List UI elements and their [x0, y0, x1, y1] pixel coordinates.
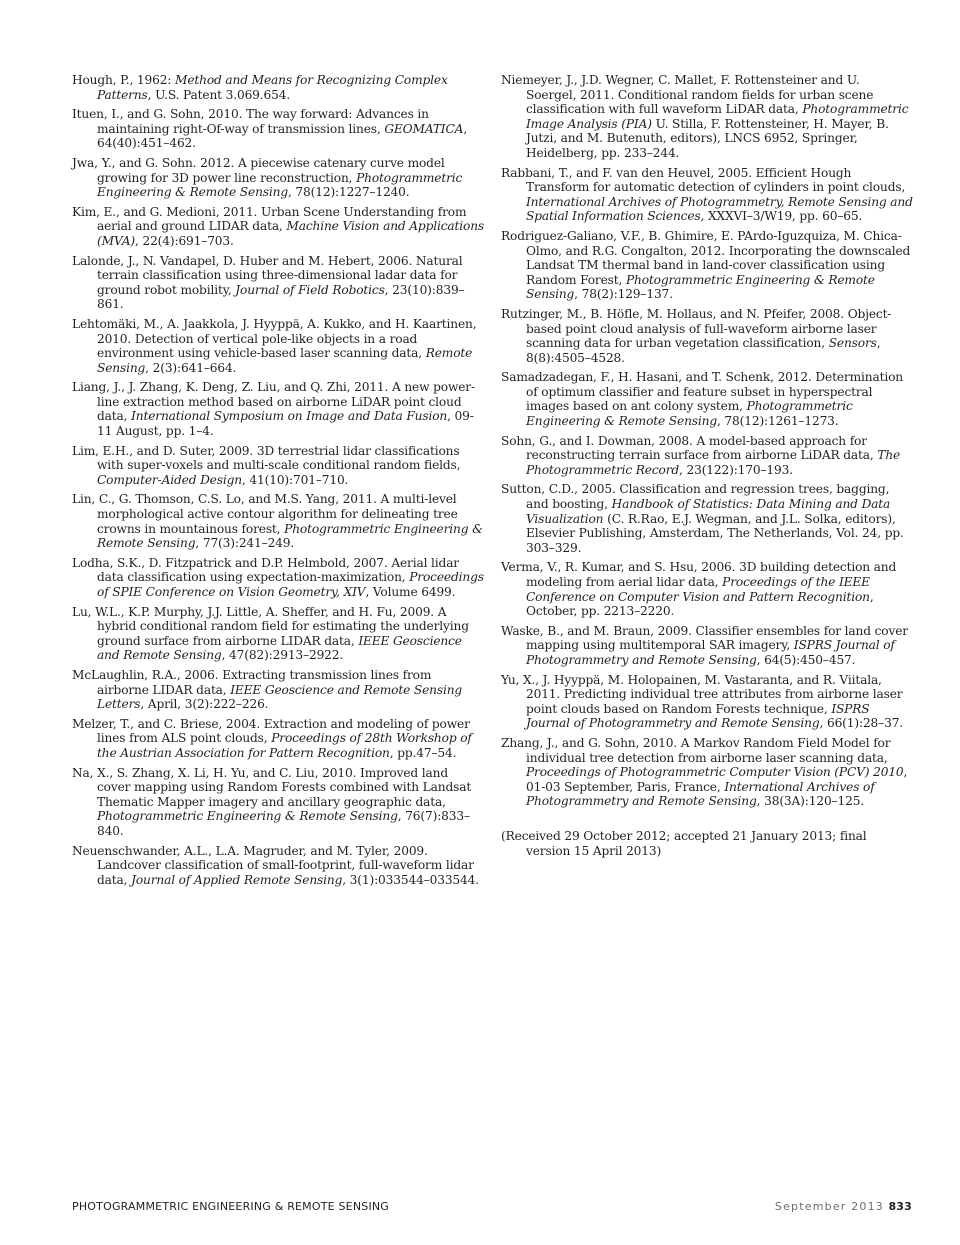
reference-text: , 01-03 September, Paris, France,: [526, 765, 908, 794]
reference-text: Yu, X., J. Hyyppä, M. Holopainen, M. Vastaranta, and R. Viitala, 2011. Predicting individual tree attributes from airborne laser point clouds based on Random Forests technique,: [501, 672, 903, 716]
reference-entry: [72, 605, 484, 663]
reference-entry: [501, 229, 913, 302]
reference-text: Samadzadegan, F., H. Hasani, and T. Schenk, 2012. Determination of optimum classifier and feature subset in hyperspectral images based on ant colony system,: [501, 370, 903, 414]
reference-source-title: Proceedings of the IEEE Conference on Computer Vision and Pattern Recognition: [526, 575, 870, 604]
reference-text: U. Stilla, F. Rottensteiner, H. Mayer, B. Jutzi, and M. Butenuth, editors), LNCS 6952, Springer, Heidelberg, pp. 233–244.: [526, 116, 889, 160]
references-right-column: [501, 73, 913, 863]
reference-text: , 41(10):701–710.: [241, 472, 349, 487]
reference-text: McLaughlin, R.A., 2006. Extracting transmission lines from airborne LIDAR data,: [72, 667, 432, 697]
reference-text: , XXXVI–3/W19, pp. 60–65.: [700, 209, 863, 224]
reference-entry: [72, 444, 484, 488]
reference-text: Melzer, T., and C. Briese, 2004. Extraction and modeling of power lines from ALS point clouds,: [72, 716, 470, 746]
reference-source-title: Sensors: [828, 336, 877, 351]
reference-source-title: Machine Vision and Applications (MVA): [97, 219, 485, 248]
reference-entry: [501, 370, 913, 428]
reference-text: Sohn, G., and I. Dowman, 2008. A model-based approach for reconstructing terrain surface from airborne LiDAR data,: [501, 433, 878, 463]
reference-text: , Volume 6499.: [365, 585, 456, 599]
reference-text: , 8(8):4505–4528.: [526, 336, 881, 365]
reference-source-title: The Photogrammetric Record: [526, 448, 901, 477]
reference-text: , 2(3):641–664.: [145, 360, 237, 375]
reference-source-title: IEEE Geoscience and Remote Sensing Letters: [97, 682, 463, 712]
reference-text: , 66(1):28–37.: [819, 716, 904, 731]
reference-source-title: Handbook of Statistics: Data Mining and Data Visualization: [526, 497, 891, 526]
reference-text: Zhang, J., and G. Sohn, 2010. A Markov Random Field Model for individual tree detection from airborne laser scanning data,: [501, 735, 891, 765]
reference-text: , 78(2):129–137.: [574, 287, 673, 302]
reference-text: Lodha, S.K., D. Fitzpatrick and D.P. Helmbold, 2007. Aerial lidar data classification using expectation-maximization,: [72, 555, 459, 585]
reference-text: Lalonde, J., N. Vandapel, D. Huber and M. Hebert, 2006. Natural terrain classification using three-dimensional ladar data for ground robot mobility,: [72, 253, 463, 297]
reference-text: Niemeyer, J., J.D. Wegner, C. Mallet, F. Rottensteiner and U. Soergel, 2011. Conditional random fields for urban scene classification with full waveform LiDAR data,: [501, 73, 874, 117]
reference-text: , 76(7):833–840.: [97, 809, 470, 838]
reference-entry: [72, 156, 484, 200]
reference-entry: [501, 166, 913, 224]
reference-text: Liang, J., J. Zhang, K. Deng, Z. Liu, and Q. Zhi, 2011. A new power-line extraction method based on airborne LiDAR point cloud data,: [72, 380, 475, 424]
footer-journal-name: PHOTOGRAMMETRIC ENGINEERING & REMOTE SENSING: [72, 1200, 390, 1213]
reference-source-title: GEOMATICA: [384, 121, 464, 136]
reference-text: , 78(12):1261–1273.: [716, 414, 839, 429]
reference-source-title: International Archives of Photogrammetry and Remote Sensing: [526, 779, 875, 809]
reference-source-title: Proceedings of SPIE Conference on Vision Geometry, XIV: [97, 570, 484, 599]
reference-source-title: ISPRS Journal of Photogrammetry and Remote Sensing: [526, 701, 870, 731]
reference-text: , 47(82):2913–2922.: [221, 648, 344, 663]
reference-text: , 77(3):241–249.: [195, 536, 295, 551]
reference-text: Ituen, I., and G. Sohn, 2010. The way forward: Advances in maintaining right-Of-way of transmission lines,: [72, 107, 429, 136]
reference-entry: [72, 668, 484, 712]
page-footer: [72, 1200, 912, 1216]
reference-source-title: ISPRS Journal of Photogrammetry and Remote Sensing: [526, 638, 895, 667]
reference-text: , pp.47–54.: [389, 745, 457, 760]
reference-text: Sutton, C.D., 2005. Classification and regression trees, bagging, and boosting,: [501, 482, 890, 512]
reference-entry: [72, 107, 484, 151]
reference-source-title: Journal of Field Robotics: [235, 282, 385, 297]
reference-entry: [72, 556, 484, 600]
reference-source-title: International Archives of Photogrammetry, Remote Sensing and Spatial Information Sciences: [526, 194, 913, 224]
reference-source-title: IEEE Geoscience and Remote Sensing: [97, 633, 462, 663]
reference-entry: [72, 717, 484, 761]
received-note: (Received 29 October 2012; accepted 21 January 2013; final version 15 April 2013): [501, 828, 867, 858]
reference-entry: [72, 73, 484, 102]
reference-text: , 23(10):839–861.: [97, 282, 465, 312]
reference-text: Lin, C., G. Thomson, C.S. Lo, and M.S. Yang, 2011. A multi-level morphological active contour algorithm for delineating tree crowns in mountainous forest,: [72, 492, 458, 536]
footer-issue-date: September 2013: [774, 1200, 884, 1213]
reference-text: , 23(122):170–193.: [679, 462, 793, 477]
reference-text: , 64(40):451–462.: [97, 121, 468, 151]
reference-text: , 78(12):1227–1240.: [287, 185, 410, 200]
reference-entry: [72, 380, 484, 438]
reference-text: Lehtomäki, M., A. Jaakkola, J. Hyyppä, A. Kukko, and H. Kaartinen, 2010. Detection of vertical pole-like objects in a road environment using vehicle-based laser scanning data,: [72, 316, 477, 361]
reference-source-title: Proceedings of Photogrammetric Computer Vision (PCV) 2010: [526, 765, 904, 780]
reference-source-title: Proceedings of 28th Workshop of the Austrian Association for Pattern Recognition: [97, 731, 472, 760]
reference-source-title: Photogrammetric Engineering & Remote Sensing: [526, 399, 853, 429]
reference-entry: [501, 560, 913, 618]
reference-text: , April, 3(2):222–226.: [140, 697, 269, 712]
reference-text: Lim, E.H., and D. Suter, 2009. 3D terrestrial lidar classifications with super-voxels and multi-scale conditional random fields,: [72, 443, 461, 473]
reference-source-title: Photogrammetric Engineering & Remote Sensing: [97, 170, 463, 200]
reference-entry: [501, 307, 913, 365]
reference-source-title: Photogrammetric Engineering & Remote Sensing: [526, 272, 875, 302]
reference-text: Hough, P., 1962:: [72, 73, 176, 87]
reference-source-title: Remote Sensing: [97, 346, 473, 375]
reference-entry: [72, 844, 484, 888]
reference-entry: [72, 766, 484, 839]
reference-entry: [72, 492, 484, 550]
footer-page-number: 833: [888, 1200, 912, 1213]
reference-entry: [501, 673, 913, 731]
reference-source-title: Photogrammetric Engineering & Remote Sensing: [97, 809, 398, 824]
reference-entry: [501, 482, 913, 555]
reference-source-title: Photogrammetric Image Analysis (PIA): [526, 102, 909, 131]
reference-entry: [72, 317, 484, 375]
reference-text: Rodriguez-Galiano, V.F., B. Ghimire, E. PArdo-Iguzquiza, M. Chica-Olmo, and R.G. Congalton, 2012. Incorporating the downscaled Landsat TM thermal band in land-cover classification using Random Forest,: [501, 228, 911, 287]
references-left-column: [72, 73, 484, 892]
reference-text: , 64(5):450–457.: [756, 652, 856, 667]
reference-text: , October, pp. 2213–2220.: [526, 589, 874, 619]
reference-text: Jwa, Y., and G. Sohn. 2012. A piecewise catenary curve model growing for 3D power line reconstruction,: [72, 155, 445, 185]
reference-text: , 38(3A):120–125.: [756, 794, 865, 809]
reference-entry: [501, 73, 913, 161]
reference-entry: [72, 254, 484, 312]
reference-source-title: International Symposium on Image and Data Fusion: [131, 409, 448, 424]
reference-entry: [72, 205, 484, 249]
reference-source-title: Computer-Aided Design: [97, 472, 242, 487]
reference-text: Rutzinger, M., B. Höfle, M. Hollaus, and N. Pfeifer, 2008. Object-based point cloud analysis of full-waveform airborne laser scanning data for urban vegetation classification,: [501, 306, 892, 351]
reference-text: Na, X., S. Zhang, X. Li, H. Yu, and C. Liu, 2010. Improved land cover mapping using Random Forests combined with Landsat Thematic Mapper imagery and ancillary geographic data,: [72, 765, 472, 809]
reference-text: , U.S. Patent 3.069.654.: [147, 87, 291, 102]
reference-entry: [501, 624, 913, 668]
reference-text: Verma, V., R. Kumar, and S. Hsu, 2006. 3D building detection and modeling from aerial lidar data,: [501, 560, 897, 589]
reference-source-title: Method and Means for Recognizing Complex Patterns: [97, 73, 448, 102]
reference-entry: [501, 434, 913, 478]
reference-entry: [501, 736, 913, 809]
reference-text: (C. R.Rao, E.J. Wegman, and J.L. Solka, editors), Elsevier Publishing, Amsterdam, The Netherlands, Vol. 24, pp. 303–329.: [526, 511, 904, 555]
reference-source-title: Journal of Applied Remote Sensing: [131, 872, 343, 887]
reference-text: Neuenschwander, A.L., L.A. Magruder, and M. Tyler, 2009. Landcover classification of small-footprint, full-waveform lidar data,: [72, 843, 474, 887]
reference-source-title: Photogrammetric Engineering & Remote Sensing: [97, 521, 483, 551]
reference-text: Kim, E., and G. Medioni, 2011. Urban Scene Understanding from aerial and ground LIDAR data,: [72, 204, 467, 234]
reference-text: , 22(4):691–703.: [135, 233, 234, 248]
reference-text: , 3(1):033544–033544.: [342, 872, 479, 887]
reference-text: Rabbani, T., and F. van den Heuvel, 2005. Efficient Hough Transform for automatic detection of cylinders in point clouds,: [501, 165, 906, 195]
reference-text: Waske, B., and M. Braun, 2009. Classifier ensembles for land cover mapping using multitemporal SAR imagery,: [501, 623, 908, 653]
reference-text: , 09-11 August, pp. 1–4.: [97, 409, 474, 439]
reference-text: Lu, W.L., K.P. Murphy, J.J. Little, A. Sheffer, and H. Fu, 2009. A hybrid conditional random field for estimating the underlying ground surface from airborne LIDAR data,: [72, 604, 469, 648]
